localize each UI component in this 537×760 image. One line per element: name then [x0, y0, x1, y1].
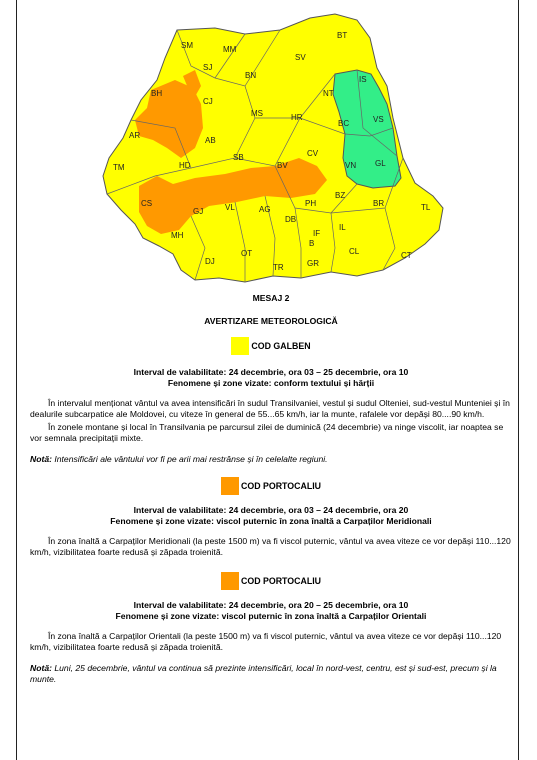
document-title: AVERTIZARE METEOROLOGICĂ	[204, 316, 338, 326]
county-label: BH	[151, 89, 163, 98]
note-1-label: Notă:	[30, 454, 52, 464]
county-label: VN	[345, 161, 357, 170]
code-yellow-label: COD GALBEN	[251, 340, 311, 351]
orange-swatch	[221, 477, 239, 495]
county-label: CL	[349, 247, 360, 256]
county-label: OT	[241, 249, 253, 258]
county-label: PH	[305, 199, 317, 208]
interval-1: Interval de valabilitate: 24 decembrie, ora 03 – 25 decembrie, ora 10	[133, 367, 409, 377]
county-label: MM	[223, 45, 237, 54]
county-label: BC	[338, 119, 350, 128]
note-3	[30, 663, 512, 685]
note-3-label: Notă:	[30, 663, 52, 673]
county-label: GR	[307, 259, 319, 268]
yellow-swatch	[231, 337, 249, 355]
county-label: BR	[373, 199, 385, 208]
county-label: CT	[401, 251, 412, 260]
county-label: TR	[273, 263, 284, 272]
county-label: CV	[307, 149, 319, 158]
phenomena-2: Fenomene și zone vizate: viscol puternic în zona înaltă a Carpaților Meridionali	[110, 516, 432, 526]
note-1-text: Intensificări ale vântului vor fi pe arii mai restrânse și în celelalte regiuni.	[51, 454, 328, 464]
county-label: NT	[323, 89, 334, 98]
county-label: DJ	[205, 257, 215, 266]
county-label: AB	[205, 136, 216, 145]
county-label: CJ	[203, 97, 213, 106]
county-label: IS	[359, 75, 367, 84]
warning-document	[30, 293, 512, 685]
county-label: BV	[277, 161, 288, 170]
orange-swatch	[221, 572, 239, 590]
code-orange-row-1	[30, 477, 512, 495]
county-label: DB	[285, 215, 297, 224]
message-number: MESAJ 2	[252, 293, 290, 303]
county-label: TM	[113, 163, 125, 172]
county-label: IL	[339, 223, 346, 232]
romania-warning-map	[95, 8, 445, 290]
code-orange-label-2: COD PORTOCALIU	[241, 575, 321, 586]
county-label: SV	[295, 53, 306, 62]
note-1	[30, 454, 512, 465]
county-label: MS	[251, 109, 263, 118]
county-label: HD	[179, 161, 191, 170]
county-label: VS	[373, 115, 384, 124]
county-label: VL	[225, 203, 235, 212]
code-orange-label-1: COD PORTOCALIU	[241, 480, 321, 491]
paragraph-3: În zona înaltă a Carpaților Orientali (la peste 1500 m) va fi viscol puternic, vântul va avea viteze ce vor depăși 110...120 km/h, vizibilitatea foarte redusă și zăpada troienită.	[30, 631, 502, 652]
county-label: BN	[245, 71, 257, 80]
paragraph-1b: În zonele montane și local în Transilvania pe parcursul zilei de duminică (24 decembrie) va ninge viscolit, iar noaptea se vor semnala precipitații mixte.	[30, 422, 504, 443]
paragraph-1a: În intervalul menționat vântul va avea intensificări în sudul Transilvaniei, vestul și sudul Olteniei, sud-vestul Munteniei și în dealurile subcarpatice ale Moldovei, cu viteze în general de 55...65 km/h, iar la munte, rafalele vor depăși 80....90 km/h.	[30, 398, 510, 419]
county-label: TL	[421, 203, 431, 212]
interval-2: Interval de valabilitate: 24 decembrie, ora 03 – 24 decembrie, ora 20	[133, 505, 409, 515]
county-label: SJ	[203, 63, 213, 72]
county-label: BZ	[335, 191, 346, 200]
county-label: MH	[171, 231, 184, 240]
county-label: BT	[337, 31, 348, 40]
county-label: SB	[233, 153, 244, 162]
interval-3: Interval de valabilitate: 24 decembrie, ora 20 – 25 decembrie, ora 10	[133, 600, 409, 610]
county-label: B	[309, 239, 315, 248]
county-label: CS	[141, 199, 153, 208]
phenomena-3: Fenomene și zone vizate: viscol puternic în zona înaltă a Carpaților Orientali	[115, 611, 427, 621]
phenomena-1: Fenomene și zone vizate: conform textului și hărții	[167, 378, 375, 388]
county-label: GJ	[193, 207, 204, 216]
county-label: SM	[181, 41, 193, 50]
county-label: IF	[313, 229, 321, 238]
code-yellow-row	[30, 337, 512, 355]
note-3-text: Luni, 25 decembrie, vântul va continua să prezinte intensificări, local în nord-vest, centru, est și sud-est, precum și la munte.	[30, 663, 497, 684]
county-label: GL	[375, 159, 386, 168]
code-orange-row-2	[30, 572, 512, 590]
paragraph-2: În zona înaltă a Carpaților Meridionali (la peste 1500 m) va fi viscol puternic, vântul va avea viteze ce vor depăși 110...120 km/h, vizibilitatea foarte redusă și zăpada troienită.	[30, 536, 511, 557]
county-label: AR	[129, 131, 141, 140]
county-label: HR	[291, 113, 303, 122]
county-label: AG	[259, 205, 271, 214]
